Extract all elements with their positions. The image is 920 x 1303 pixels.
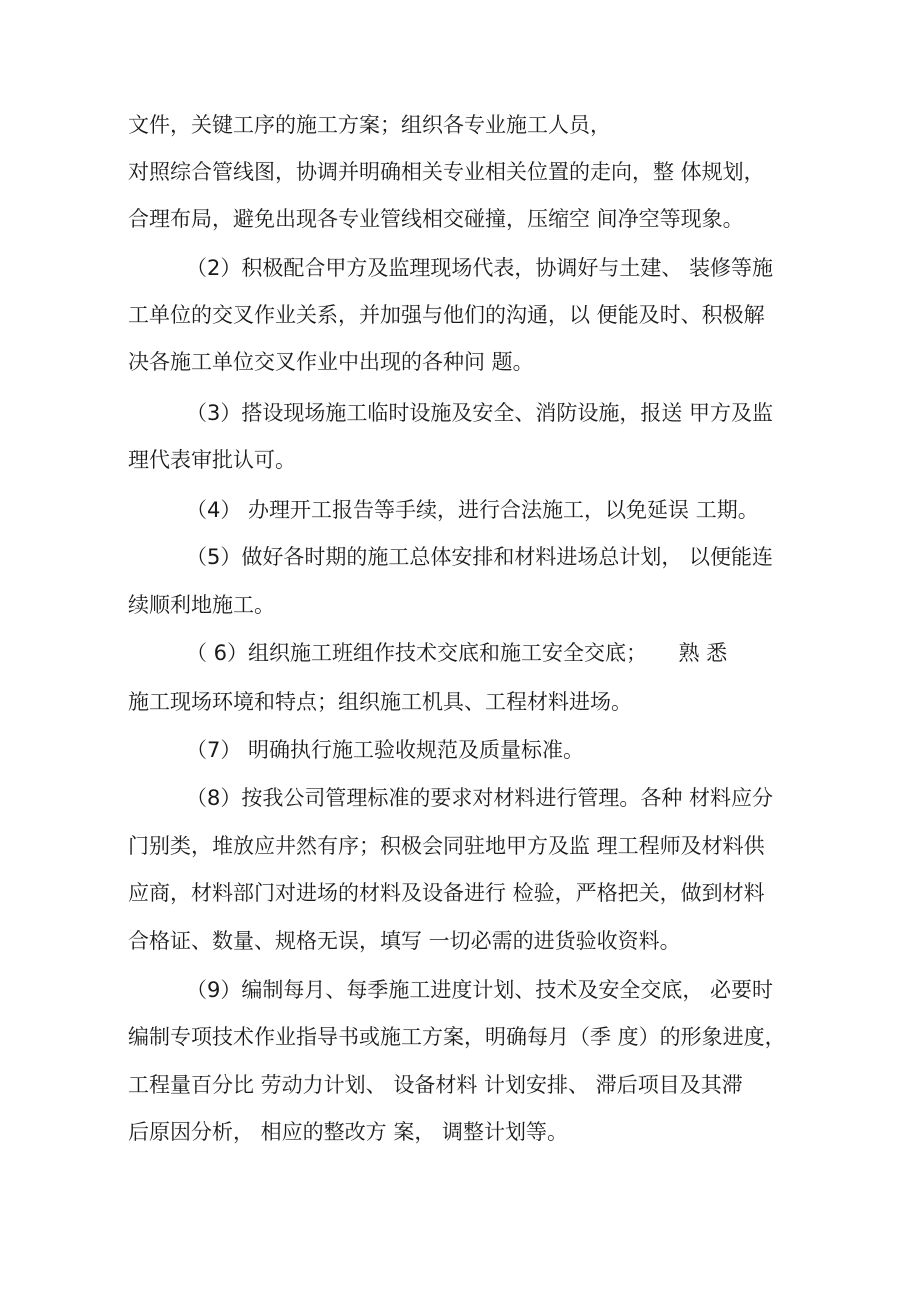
text-line: 施工现场环境和特点；组织施工机具、工程材料进场。: [128, 690, 632, 714]
text-line: 后原因分析， 相应的整改方 案， 调整计划等。: [128, 1120, 569, 1144]
paragraph-4-line: （4） 办理开工报告等手续，进行合法施工，以免延误 工期。: [186, 498, 759, 522]
text-line: 合格证、数量、规格无误，填写 一切必需的进货验收资料。: [128, 929, 681, 953]
paragraph-5-line: （5）做好各时期的施工总体安排和材料进场总计划， 以便能连: [186, 545, 774, 569]
text-line: 文件，关键工序的施工方案；组织各专业施工人员，: [128, 113, 611, 137]
paragraph-7-line: （7） 明确执行施工验收规范及质量标准。: [186, 738, 585, 762]
text-line: 应商，材料部门对进场的材料及设备进行 检验，严格把关，做到材料: [128, 881, 765, 905]
text-line: 门别类，堆放应井然有序；积极会同驻地甲方及监 理工程师及材料供: [128, 834, 765, 858]
text-line: 工单位的交叉作业关系，并加强与他们的沟通，以 便能及时、积极解: [128, 303, 765, 327]
paragraph-2-line: （2）积极配合甲方及监理现场代表，协调好与土建、 装修等施: [186, 256, 774, 280]
paragraph-8-line: （8）按我公司管理标准的要求对材料进行管理。各种 材料应分: [186, 786, 774, 810]
text-line: 续顺利地施工。: [128, 593, 275, 617]
text-line: 编制专项技术作业指导书或施工方案，明确每月（季 度）的形象进度，: [128, 1025, 786, 1049]
text-line: 工程量百分比 劳动力计划、 设备材料 计划安排、 滞后项目及其滞: [128, 1073, 743, 1097]
paragraph-9-line: （9）编制每月、每季施工进度计划、技术及安全交底， 必要时: [186, 978, 774, 1002]
text-line: 理代表审批认可。: [128, 448, 296, 472]
text-line: 决各施工单位交叉作业中出现的各种问 题。: [128, 350, 534, 374]
paragraph-3-line: （3）搭设现场施工临时设施及安全、消防设施，报送 甲方及监: [186, 401, 774, 425]
text-line: 对照综合管线图，协调并明确相关专业相关位置的走向，整 体规划，: [128, 160, 765, 184]
text-line: 合理布局，避免出现各专业管线相交碰撞，压缩空 间净空等现象。: [128, 207, 744, 231]
paragraph-6-line: （ 6）组织施工班组作技术交底和施工安全交底； 熟 悉: [186, 641, 728, 665]
